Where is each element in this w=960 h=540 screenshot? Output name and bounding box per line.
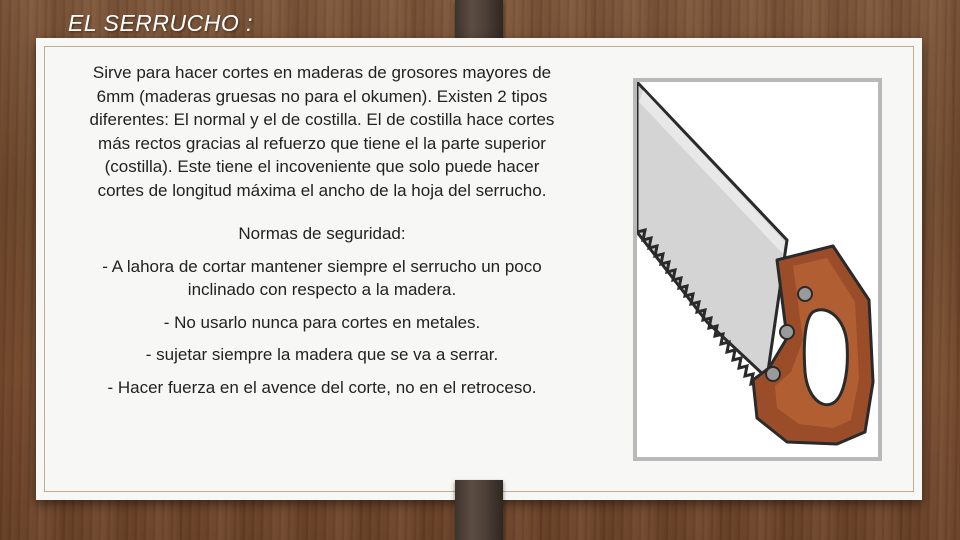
description-paragraph: Sirve para hacer cortes en maderas de grosores mayores de 6mm (maderas gruesas no para el okumen). Existen 2 tipos diferentes: El normal y el de costilla. El de costilla hace cortes más rectos gracias al refuerzo que tiene el la parte superior (costilla). Este tiene el incoveniente que solo puede hacer cortes de longitud máxima el ancho de la hoja del serrucho. <box>89 63 555 200</box>
saw-screw-3 <box>766 367 780 381</box>
text-content <box>80 61 564 399</box>
slide-title: EL SERRUCHO : <box>68 10 254 36</box>
safety-rule-3: - sujetar siempre la madera que se va a serrar. <box>145 345 499 364</box>
strap-bottom <box>455 480 503 540</box>
saw-screw-1 <box>798 287 812 301</box>
saw-image-frame <box>633 78 882 461</box>
safety-rule-1: - A lahora de cortar mantener siempre el serrucho un poco inclinado con respecto a la madera. <box>102 256 542 299</box>
saw-screw-2 <box>780 325 794 339</box>
safety-rule-4: - Hacer fuerza en el avence del corte, no en el retroceso. <box>107 377 537 397</box>
safety-heading: Normas de seguridad: <box>238 224 406 243</box>
saw-handle-grip-hole <box>804 310 847 405</box>
safety-rule-2: - No usarlo nunca para cortes en metales. <box>163 312 481 332</box>
handsaw-icon <box>637 82 878 457</box>
